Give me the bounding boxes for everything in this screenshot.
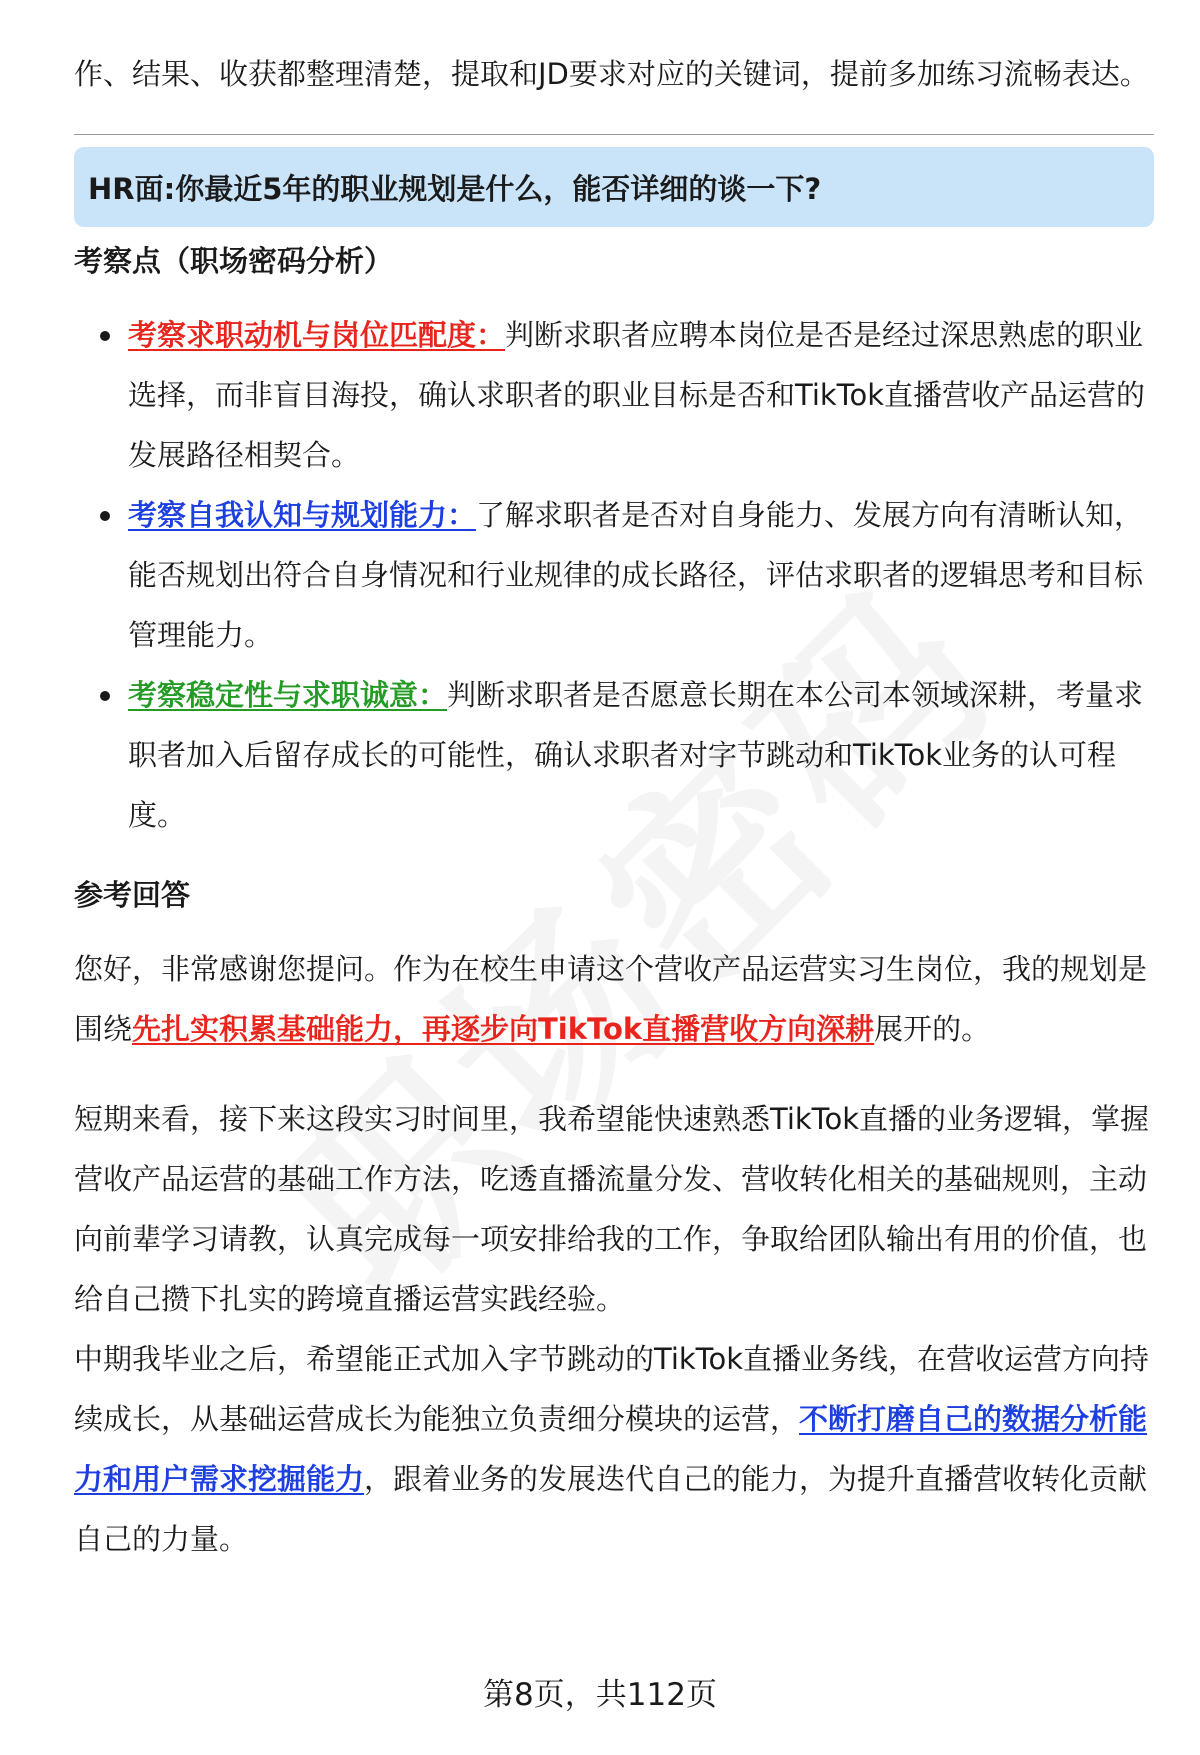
question-text: HR面:你最近5年的职业规划是什么，能否详细的谈一下? — [88, 171, 822, 206]
assessment-keyword: 考察求职动机与岗位匹配度： — [128, 318, 506, 352]
question-box — [74, 147, 1154, 227]
assessment-point — [74, 665, 1154, 845]
document-page — [74, 44, 1154, 1569]
answer-paragraph-2: 短期来看，接下来这段实习时间里，我希望能快速熟悉TikTok直播的业务逻辑，掌握营收产品运营的基础工作方法，吃透直播流量分发、营收转化相关的基础规则，主动向前辈学习请教，认真完成每一项安排给我的工作，争取给团队输出有用的价值，也给自己攒下扎实的跨境直播运营实践经验。 — [74, 1102, 1149, 1316]
assessment-text: 了解求职者是否对自身能力、发展方向有清晰认知，能否规划出符合自身情况和行业规律的成长路径，评估求职者的逻辑思考和目标管理能力。 — [128, 498, 1144, 652]
bullet-icon — [100, 691, 110, 701]
answer-p3-post: ，跟着业务的发展迭代自己的能力，为提升直播营收转化贡献自己的力量。 — [74, 1462, 1148, 1556]
assessment-points — [74, 305, 1154, 845]
answer-p1-pre: 您好，非常感谢您提问。作为在校生申请这个营收产品运营实习生岗位，我的规划是围绕 — [74, 952, 1148, 1046]
bullet-icon — [100, 331, 110, 341]
assessment-keyword: 考察自我认知与规划能力： — [128, 498, 477, 532]
assessment-title: 考察点（职场密码分析） — [74, 244, 394, 278]
answer-title: 参考回答 — [74, 878, 191, 912]
assessment-text: 判断求职者应聘本岗位是否是经过深思熟虑的职业选择，而非盲目海投，确认求职者的职业目标是否和TikTok直播营收产品运营的发展路径相契合。 — [128, 318, 1145, 472]
answer-paragraph-1 — [74, 939, 1154, 1059]
answer-p1-post: 展开的。 — [874, 1012, 991, 1046]
answer-paragraph-3 — [74, 1329, 1154, 1569]
assessment-text: 判断求职者是否愿意长期在本公司本领域深耕，考量求职者加入后留存成长的可能性，确认求职者对字节跳动和TikTok业务的认可程度。 — [128, 678, 1144, 832]
answer-p3-pre: 中期我毕业之后，希望能正式加入字节跳动的TikTok直播业务线，在营收运营方向持续成长，从基础运营成长为能独立负责细分模块的运营， — [74, 1342, 1149, 1436]
answer-p3-highlight: 不断打磨自己的数据分析能力和用户需求挖掘能力 — [74, 1402, 1148, 1496]
assessment-keyword: 考察稳定性与求职诚意： — [128, 678, 448, 712]
paragraph-gap — [74, 1059, 1154, 1089]
page-number: 第8页，共112页 — [483, 1677, 717, 1713]
section-divider — [74, 134, 1154, 135]
assessment-point — [74, 485, 1154, 665]
bullet-icon — [100, 511, 110, 521]
assessment-point — [74, 305, 1154, 485]
answer-p1-highlight: 先扎实积累基础能力，再逐步向TikTok直播营收方向深耕 — [132, 1012, 875, 1046]
intro-paragraph: 作、结果、收获都整理清楚，提取和JD要求对应的关键词，提前多加练习流畅表达。 — [74, 57, 1149, 91]
